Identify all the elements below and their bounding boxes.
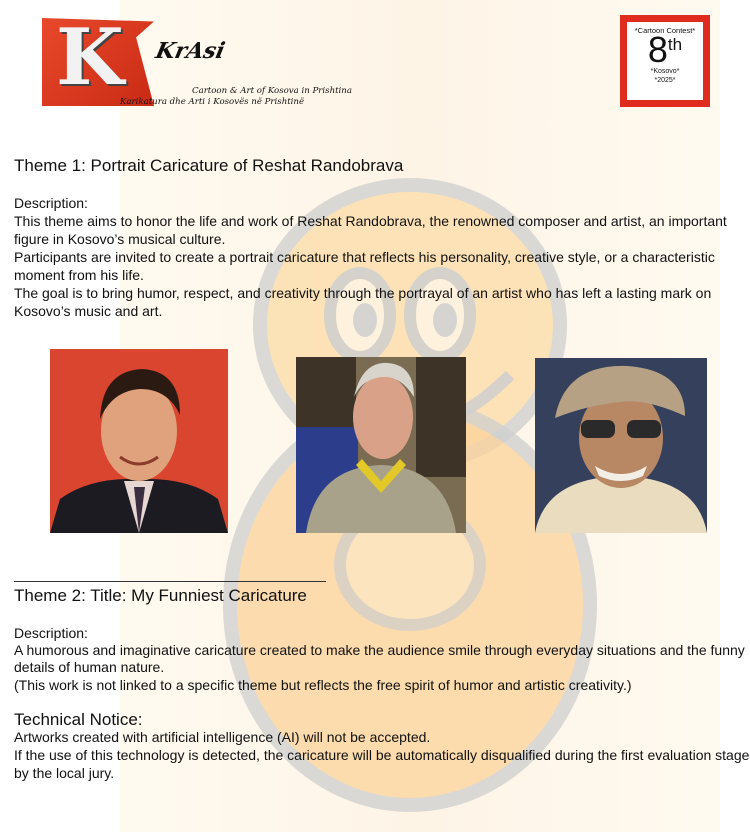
theme2-p1-line1: A humorous and imaginative caricature created to make the audience smile through everyday situations and the funny (14, 642, 745, 658)
theme1-description-label: Description: (14, 195, 88, 211)
theme2-title: Theme 2: Title: My Funniest Caricature (14, 586, 307, 605)
logo-k-letter: K (56, 12, 124, 103)
stamp-suffix: th (667, 35, 683, 54)
notice-line3: by the local jury. (14, 765, 115, 781)
theme2-description-label: Description: (14, 625, 88, 641)
portrait-photo-3 (535, 358, 707, 533)
portrait-photo-2 (296, 357, 466, 533)
krasi-logo (42, 12, 352, 108)
stamp-year: *2025* (654, 77, 676, 84)
theme1-p2-line2: moment from his life. (14, 267, 144, 283)
theme1-p3-line1: The goal is to bring humor, respect, and creativity through the portrayal of an artist who has left a lasting mark on (14, 285, 712, 301)
stamp-country: *Kosovo* (650, 68, 680, 75)
logo-tagline-1: Cartoon & Art of Kosova in Prishtina (192, 86, 352, 96)
theme2-p2: (This work is not linked to a specific theme but reflects the free spirit of humor and artistic creativity.) (14, 677, 632, 693)
section-divider (14, 581, 326, 582)
portrait-photo-1 (50, 349, 228, 533)
stamp-number: 8 (647, 29, 668, 70)
theme1-p2-line1: Participants are invited to create a portrait caricature that reflects his personality, creative style, or a characteristic (14, 249, 715, 265)
theme1-p1-line2: figure in Kosovo’s musical culture. (14, 231, 226, 247)
logo-tagline-2: Karikatura dhe Arti i Kosovës në Prishtinë (120, 97, 305, 107)
notice-line1: Artworks created with artificial intelligence (AI) will not be accepted. (14, 729, 431, 745)
technical-notice-title: Technical Notice: (14, 710, 143, 729)
theme1-p1-line1: This theme aims to honor the life and work of Reshat Randobrava, the renowned composer and artist, an important (14, 213, 727, 229)
notice-line2: If the use of this technology is detected, the caricature will be automatically disqualified during the first evaluation stage (14, 747, 750, 763)
theme1-title: Theme 1: Portrait Caricature of Reshat Randobrava (14, 156, 404, 175)
logo-script-text: KrAsi (153, 38, 228, 64)
contest-stamp (620, 15, 710, 107)
theme1-p3-line2: Kosovo’s music and art. (14, 303, 163, 319)
stamp-title: *Cartoon Contest* (634, 26, 696, 35)
theme2-p1-line2: details of human nature. (14, 659, 165, 675)
